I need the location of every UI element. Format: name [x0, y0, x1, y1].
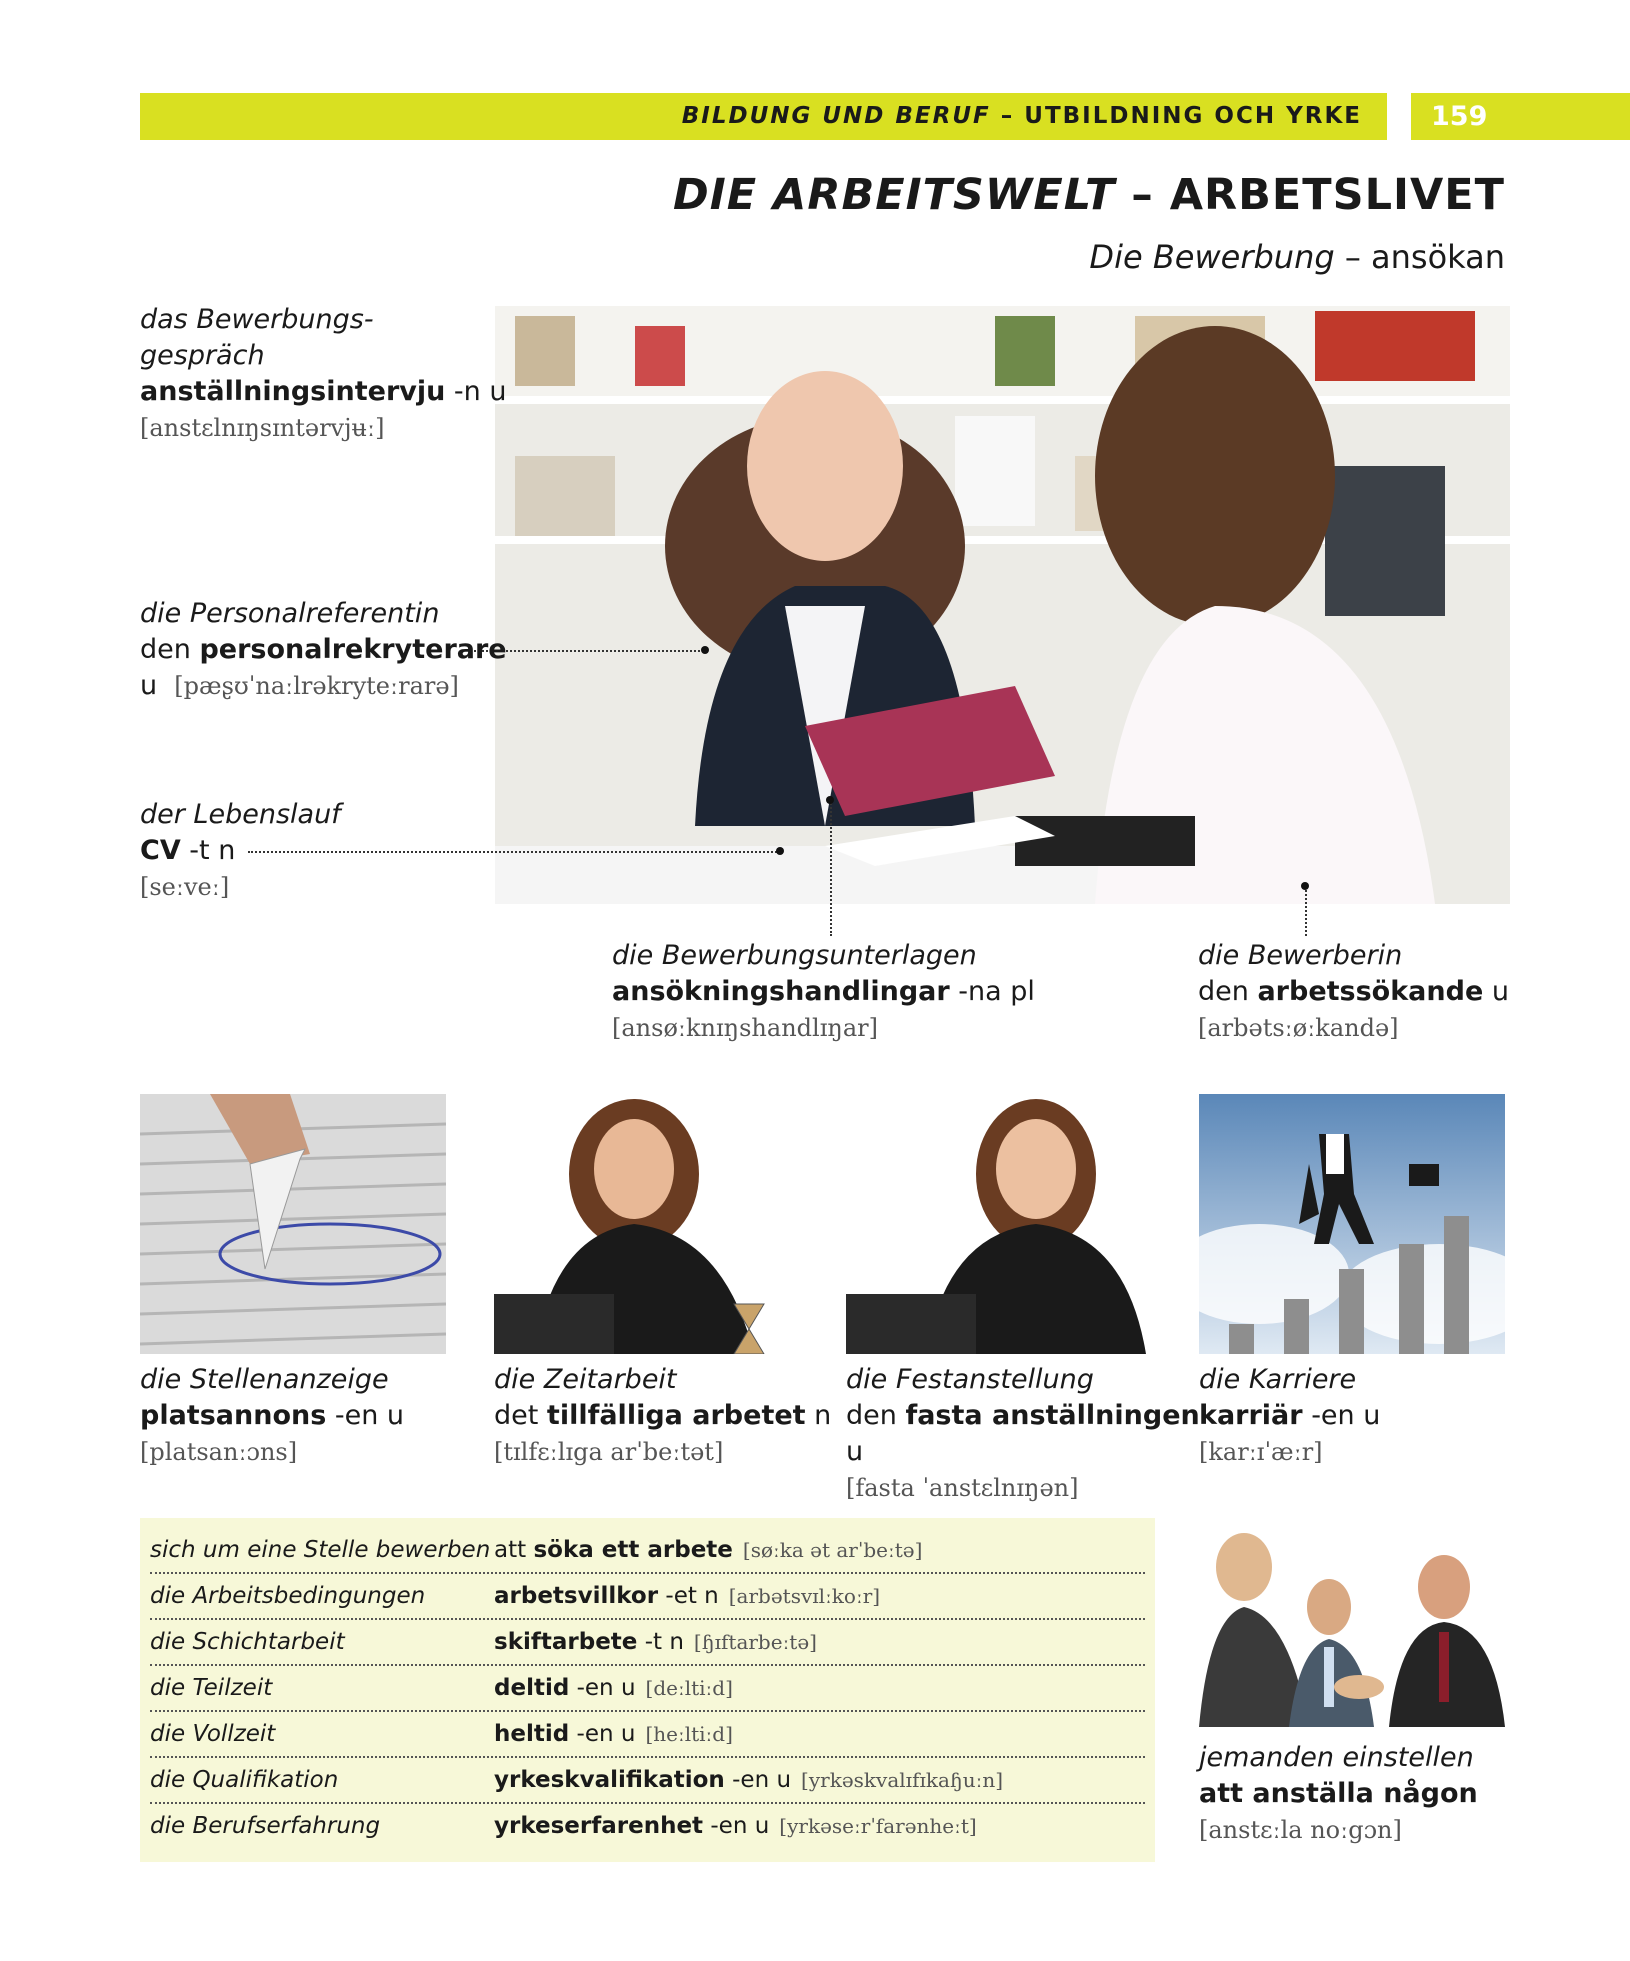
main-photo-interview: [495, 306, 1510, 904]
table-row: die Berufserfahrung yrkeserfarenhet -en u [yrkəseːrˈfarənheːt]: [150, 1813, 977, 1839]
leader-dot: [1301, 882, 1309, 890]
label-cv: der Lebenslauf CV -t n [seːveː]: [140, 799, 341, 901]
photo-job-ad: [140, 1094, 446, 1354]
label-hire: jemanden einstellen att anställa någon [anstɛːla noːgɔn]: [1199, 1742, 1478, 1844]
label-interview: das Bewerbungs- gespräch anställningsintervju -n u [anstɛlnɪŋsɪntərvjʉː]: [140, 304, 507, 442]
page-subtitle: Die Bewerbung – ansökan: [1089, 238, 1505, 276]
page-number-box: [1411, 93, 1630, 140]
label-permanent-job: die Festanstellung den fasta anställningen u [fasta ˈanstɛlnɪŋən]: [846, 1364, 1200, 1502]
table-row: die Teilzeit deltid -en u [deːltiːd]: [150, 1664, 1145, 1712]
table-row: die Schichtarbeit skiftarbete -t n [ɧɪftarbeːtə]: [150, 1618, 1145, 1666]
table-row: sich um eine Stelle bewerben att söka ett arbete [søːka ət arˈbeːtə]: [150, 1526, 1145, 1574]
label-recruiter: die Personalreferentin den personalrekryterare u [pæʂʊˈnaːlrəkryteːrarə]: [140, 598, 507, 701]
leader-dot: [826, 796, 834, 804]
photo-temp-work: [494, 1094, 800, 1354]
label-career: die Karriere karriär -en u [karːɪˈæːr]: [1199, 1364, 1381, 1466]
table-row: die Qualifikation yrkeskvalifikation -en u [yrkəskvalɪfɪkaɧuːn]: [150, 1756, 1145, 1804]
table-row: die Vollzeit heltid -en u [heːltiːd]: [150, 1710, 1145, 1758]
leader-dot: [776, 847, 784, 855]
page-number: 159: [1431, 101, 1488, 132]
vocabulary-table: [140, 1518, 1155, 1862]
leader-applicant: [1305, 886, 1307, 936]
leader-dot: [701, 646, 709, 654]
section-title: BILDUNG UND BERUF – UTBILDNING OCH YRKE: [681, 103, 1362, 129]
label-temp-work: die Zeitarbeit det tillfälliga arbetet n [tɪlfɛːlɪga arˈbeːtət]: [494, 1364, 832, 1466]
photo-career: [1199, 1094, 1505, 1354]
page-title: DIE ARBEITSWELT – ARBETSLIVET: [673, 170, 1505, 220]
leader-documents: [830, 800, 832, 936]
photo-permanent-job: [846, 1094, 1152, 1354]
photo-hiring-handshake: [1199, 1527, 1505, 1727]
label-documents: die Bewerbungsunterlagen ansökningshandlingar -na pl [ansøːknɪŋshandlɪŋar]: [612, 940, 1035, 1042]
table-row: die Arbeitsbedingungen arbetsvillkor -et n [arbətsvɪlːkoːr]: [150, 1572, 1145, 1620]
leader-recruiter: [474, 650, 704, 652]
label-applicant: die Bewerberin den arbetssökande u [arbətsːøːkandə]: [1198, 940, 1509, 1042]
section-header-bar: [140, 93, 1387, 140]
label-job-ad: die Stellenanzeige platsannons -en u [platsanːɔns]: [140, 1364, 405, 1466]
